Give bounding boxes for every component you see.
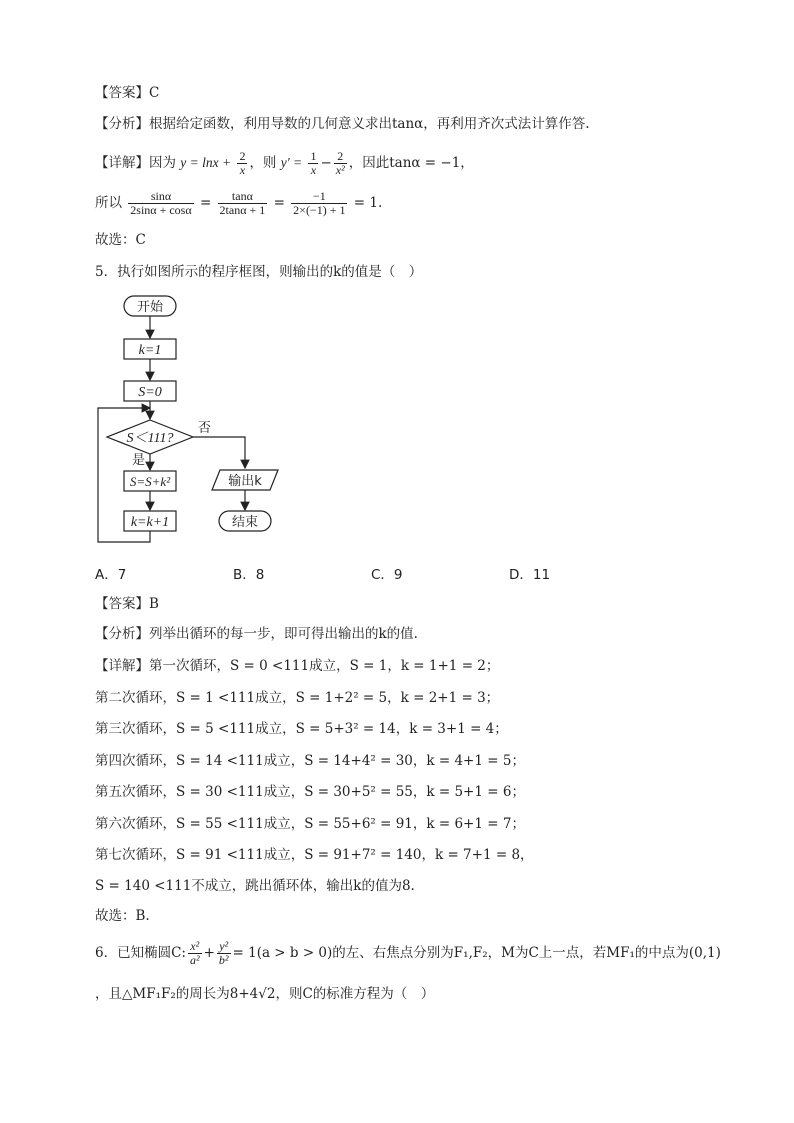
- q4-so-line: [95, 190, 382, 217]
- answer-value: C: [149, 85, 160, 101]
- detail-text: ，因此tanα = −1，: [348, 155, 474, 171]
- update-s-label: S=S+k²: [129, 474, 171, 489]
- yes-label: 是: [132, 453, 146, 468]
- q5-loop-1: [95, 656, 499, 676]
- denominator: a²: [189, 953, 200, 967]
- numerator: x²: [188, 940, 202, 954]
- q5-loop-5: 第五次循环，S = 30 <111成立，S = 30+5² = 55，k = 5+1 = 6；: [95, 784, 525, 800]
- q4-choose: 故选：C: [95, 232, 146, 248]
- numerator: tanα: [218, 190, 268, 204]
- numerator: sinα: [128, 190, 193, 204]
- q5-loop-4: 第四次循环，S = 14 <111成立，S = 14+4² = 30，k = 4+1 = 5；: [95, 753, 525, 769]
- fraction: [188, 940, 202, 967]
- denominator: 2sinα + cosα: [130, 203, 192, 217]
- q5-stem: 5．执行如图所示的程序框图，则输出的k的值是（ ）: [95, 264, 423, 280]
- start-label: 开始: [136, 300, 164, 315]
- q5-answer-line: [95, 594, 159, 614]
- q5-loop-2: 第二次循环，S = 1 <111成立，S = 1+2² = 5，k = 2+1 = 3；: [95, 690, 500, 706]
- q4-answer-line: [95, 83, 159, 103]
- q5-analysis-line: [95, 624, 418, 644]
- detail-label: 【详解】: [95, 658, 149, 674]
- stem-text: 6．已知椭圆C:: [95, 945, 186, 961]
- q5-loop-6: 第六次循环，S = 55 <111成立，S = 55+6² = 91，k = 6+1 = 7；: [95, 816, 525, 832]
- numerator: 2: [239, 149, 246, 163]
- denominator: x: [239, 163, 246, 177]
- analysis-label: 【分析】: [95, 626, 149, 642]
- formula-y: y = lnx +: [180, 155, 232, 170]
- answer-label: 【答案】: [95, 596, 149, 612]
- denominator: x: [310, 163, 317, 177]
- operator: =: [199, 195, 212, 211]
- formula-yp: y′ =: [280, 155, 303, 170]
- q5-conclusion: S = 140 <111不成立，跳出循环体，输出k的值为8.: [95, 878, 415, 894]
- analysis-text: 列举出循环的每一步，即可得出输出的k的值.: [149, 626, 418, 642]
- fraction: [291, 190, 347, 217]
- output-label: 输出k: [228, 474, 262, 489]
- operator: −: [320, 155, 332, 171]
- q4-detail-line: [95, 150, 474, 177]
- detail-text: 因为: [149, 155, 176, 171]
- fraction: [334, 150, 347, 177]
- option-a: A．7: [95, 567, 127, 583]
- result: = 1.: [353, 195, 383, 211]
- option-d: D．11: [509, 567, 551, 583]
- numerator: 1: [310, 149, 317, 163]
- analysis-label: 【分析】: [95, 116, 149, 132]
- denominator: x²: [335, 163, 345, 177]
- q5-loop-3: 第三次循环，S = 5 <111成立，S = 5+3² = 14，k = 3+1 = 4；: [95, 721, 508, 737]
- stem-text: = 1(a > b > 0)的左、右焦点分别为F₁,F₂，M为C上一点，若MF₁的中点为(0,1): [232, 945, 721, 961]
- operator: =: [273, 195, 285, 211]
- q6-stem-line1: [95, 940, 721, 967]
- operator: +: [203, 945, 215, 961]
- q4-analysis-line: [95, 114, 590, 134]
- numerator: y²: [217, 940, 231, 954]
- answer-value: B: [149, 596, 159, 612]
- q5-loop-7: 第七次循环，S = 91 <111成立，S = 91+7² = 140，k = 7+1 = 8，: [95, 847, 534, 863]
- fraction: [308, 150, 318, 177]
- detail-text: ，则: [249, 155, 277, 171]
- loop-text: 第一次循环，S = 0 <111成立，S = 1，k = 1+1 = 2；: [149, 658, 500, 674]
- denominator: b²: [218, 953, 229, 967]
- so-text: 所以: [95, 195, 122, 211]
- update-k-label: k=k+1: [130, 515, 170, 530]
- fraction: [237, 150, 247, 177]
- fraction: [218, 190, 268, 217]
- analysis-text: 根据给定函数，利用导数的几何意义求出tanα，再利用齐次式法计算作答.: [149, 116, 590, 132]
- q5-choose: 故选：B.: [95, 908, 150, 924]
- no-label: 否: [198, 421, 212, 436]
- condition-label: S＜111?: [126, 431, 174, 446]
- denominator: 2×(−1) + 1: [293, 203, 346, 217]
- numerator: 2: [334, 150, 347, 164]
- answer-label: 【答案】: [95, 85, 149, 101]
- fraction: [128, 190, 193, 217]
- detail-label: 【详解】: [95, 155, 149, 171]
- s-init-label: S=0: [138, 385, 162, 400]
- denominator: 2tanα + 1: [219, 203, 266, 217]
- q6-stem-line2: ，且△MF₁F₂的周长为8+4√2，则C的标准方程为（ ）: [95, 986, 435, 1002]
- end-label: 结束: [231, 515, 259, 530]
- k-init-label: k=1: [138, 343, 162, 358]
- fraction: [217, 940, 231, 967]
- option-b: B．8: [233, 567, 265, 583]
- option-c: C．9: [371, 567, 403, 583]
- flowchart: [90, 290, 300, 550]
- numerator: −1: [291, 190, 347, 204]
